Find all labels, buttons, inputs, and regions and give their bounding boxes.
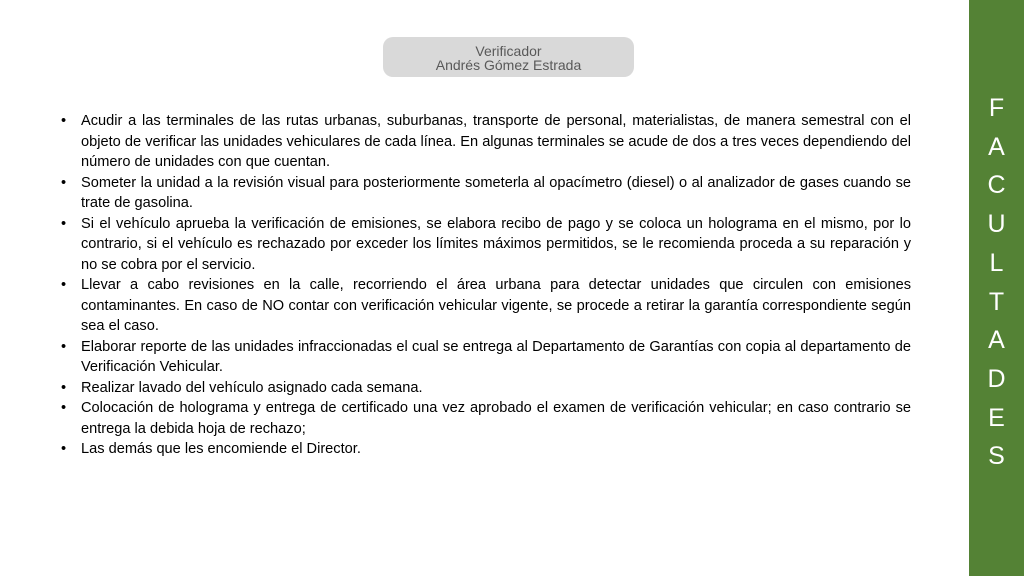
sidebar-band — [969, 0, 1024, 576]
duty-text: Realizar lavado del vehículo asignado cada semana. — [81, 379, 423, 396]
duty-text: Acudir a las terminales de las rutas urbanas, suburbanas, transporte de personal, materialistas, de manera semestral con el objeto de verificar las unidades vehiculares de cada línea. En algunas terminales se acude de dos a tres veces dependiendo del número de unidades con que cuentan. — [81, 113, 911, 170]
list-item — [60, 214, 911, 276]
employee-name: Andrés Gómez Estrada — [435, 57, 582, 73]
list-item — [60, 398, 911, 439]
sidebar-letter: F — [988, 94, 1005, 122]
list-item — [60, 337, 911, 378]
duty-text: Si el vehículo aprueba la verificación de emisiones, se elabora recibo de pago y se coloca un holograma en el mismo, por lo contrario, si el vehículo es rechazado por exceder los límites máximos permitidos, se le recomienda proceda a su reparación y no se cobra por el servicio. — [81, 215, 911, 273]
sidebar-letter: C — [987, 171, 1006, 200]
list-item — [60, 111, 911, 173]
position-header — [383, 37, 634, 77]
bullet-icon: • — [61, 113, 67, 129]
bullet-icon: • — [61, 215, 67, 232]
list-item — [60, 439, 911, 460]
sidebar-letter: D — [987, 364, 1006, 393]
bullet-icon: • — [61, 338, 67, 355]
duties-list — [60, 111, 911, 460]
duty-text: Someter la unidad a la revisión visual para posteriormente someterla al opacímetro (diesel) o al analizador de gases cuando se trate de gasolina. — [81, 174, 911, 211]
bullet-icon: • — [61, 174, 67, 191]
sidebar-letter: U — [987, 210, 1006, 239]
bullet-icon: • — [61, 441, 67, 457]
sidebar-vertical-title — [969, 89, 1024, 476]
sidebar-letter: S — [988, 442, 1005, 471]
list-item — [60, 275, 911, 337]
sidebar-letter: L — [989, 248, 1004, 277]
list-item — [60, 173, 911, 214]
duty-text: Colocación de holograma y entrega de certificado una vez aprobado el examen de verificación vehicular; en caso contrario se entrega la debida hoja de rechazo; — [81, 400, 911, 437]
bullet-icon: • — [61, 379, 67, 396]
sidebar-letter: A — [988, 326, 1005, 355]
bullet-icon: • — [61, 400, 67, 416]
sidebar-letter: T — [988, 287, 1005, 316]
bullet-icon: • — [61, 277, 67, 293]
duty-text: Llevar a cabo revisiones en la calle, recorriendo el área urbana para detectar unidades que circulen con emisiones contaminantes. En caso de NO contar con verificación vehicular vigente, se procede a retirar la garantía correspondiente según sea el caso. — [81, 277, 911, 334]
list-item — [60, 378, 911, 399]
duty-text: Elaborar reporte de las unidades infraccionadas el cual se entrega al Departamento de Garantías con copia al departamento de Verificación Vehicular. — [81, 338, 911, 375]
duty-text: Las demás que les encomiende el Director. — [81, 441, 361, 457]
sidebar-letter: A — [988, 132, 1005, 161]
sidebar-letter: E — [988, 403, 1005, 432]
position-title: Verificador — [475, 43, 542, 59]
